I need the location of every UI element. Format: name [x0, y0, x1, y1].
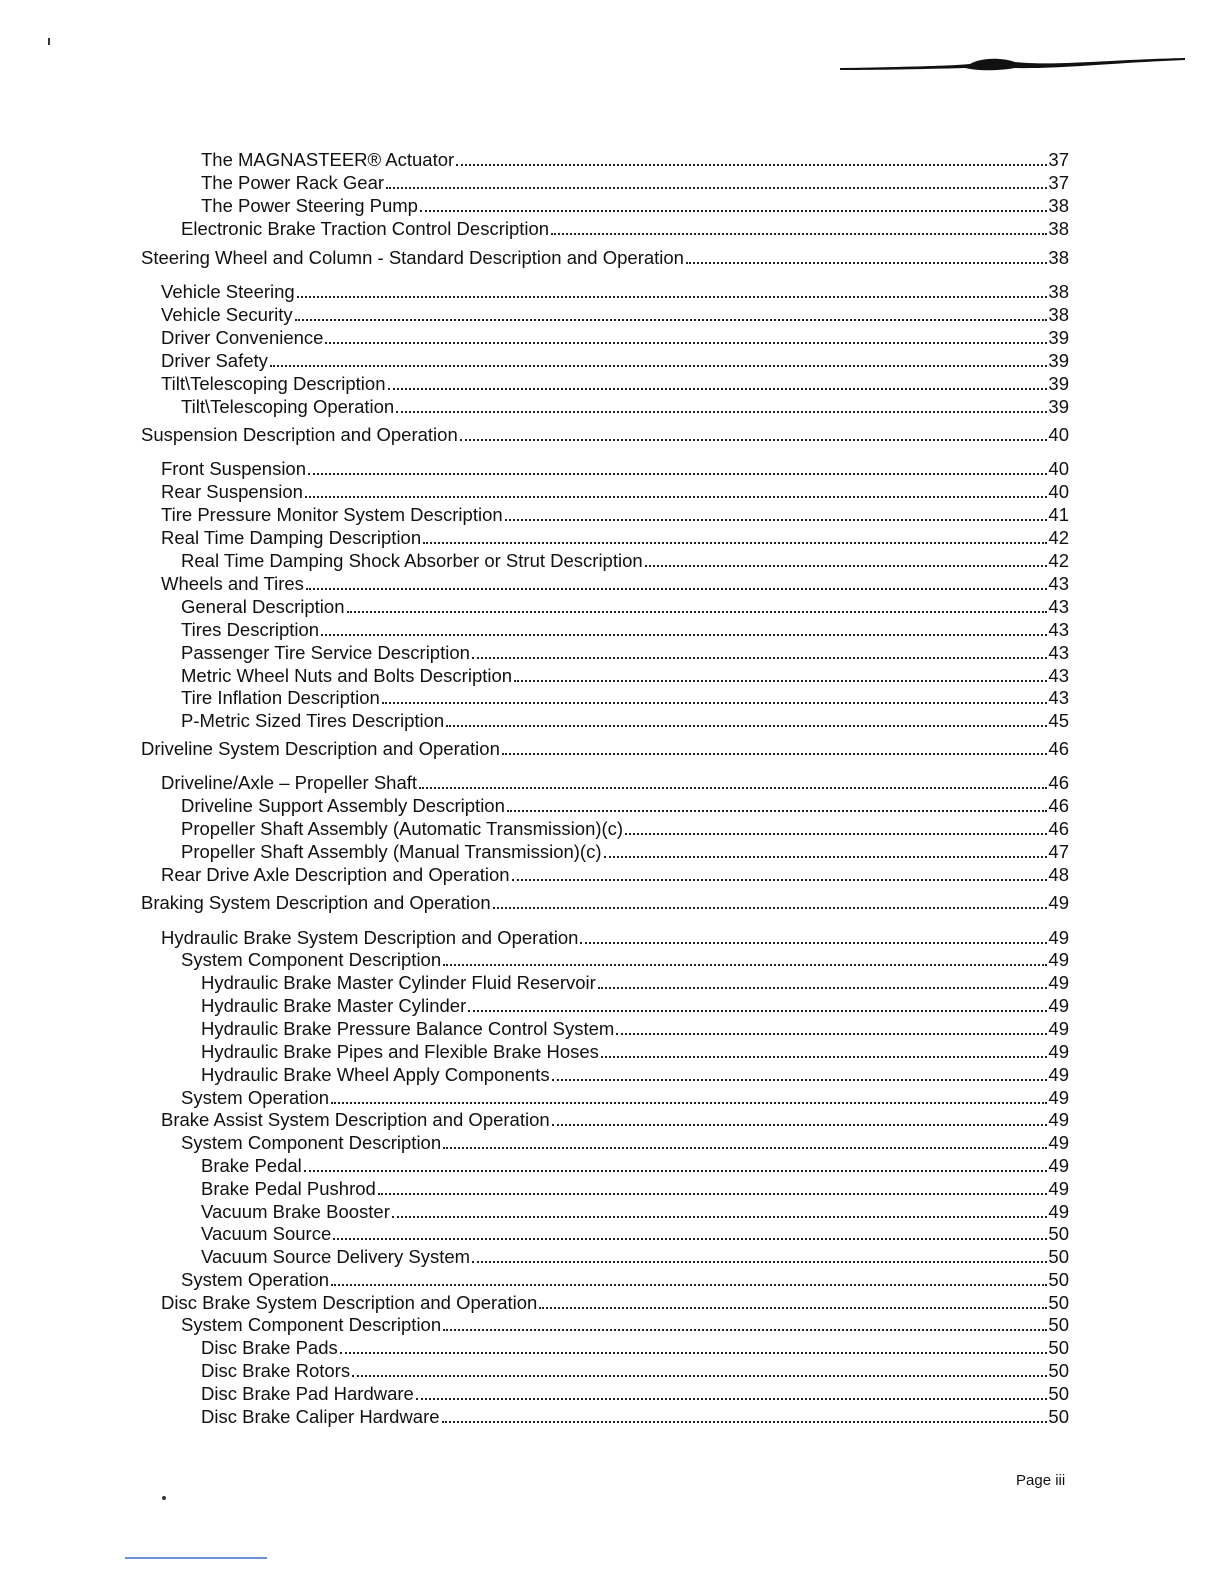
toc-entry-title: Vehicle Security [161, 304, 293, 325]
toc-entry-title: Propeller Shaft Assembly (Manual Transmission)(c) [181, 841, 602, 862]
toc-entry-title: Disc Brake Pads [201, 1337, 338, 1358]
toc-entry-page: 38 [1048, 247, 1069, 268]
toc-entry[interactable] [161, 303, 1069, 326]
dot-leader [295, 319, 1048, 321]
toc-entry-title: Rear Drive Axle Description and Operation [161, 864, 510, 885]
toc-entry-title: Vacuum Source [201, 1223, 332, 1244]
toc-entry-title: Suspension Description and Operation [141, 424, 458, 445]
toc-entry-title: Steering Wheel and Column - Standard Description and Operation [141, 247, 684, 268]
toc-entry-title: Braking System Description and Operation [141, 892, 491, 913]
dot-leader [443, 1147, 1047, 1149]
toc-entry-page: 49 [1048, 1041, 1069, 1062]
toc-entry-page: 49 [1048, 892, 1069, 913]
toc-entry-title: Driveline System Description and Operation [141, 738, 500, 759]
toc-entry[interactable] [201, 994, 1069, 1017]
dot-leader [423, 542, 1047, 544]
toc-entry[interactable] [201, 1177, 1069, 1200]
toc-entry-page: 47 [1048, 841, 1069, 862]
dot-leader [446, 725, 1047, 727]
dot-leader [321, 634, 1047, 636]
toc-entry-title: Tilt\Telescoping Description [161, 373, 386, 394]
toc-entry[interactable] [201, 1405, 1069, 1428]
toc-entry-title: Tilt\Telescoping Operation [181, 396, 395, 417]
toc-entry-page: 49 [1048, 1155, 1069, 1176]
page-number: Page iii [1016, 1472, 1066, 1489]
toc-entry[interactable] [161, 503, 1069, 526]
toc-entry-page: 43 [1048, 596, 1069, 617]
dot-leader [382, 702, 1048, 704]
toc-entry-page: 37 [1048, 149, 1069, 170]
toc-entry-title: Real Time Damping Shock Absorber or Strut Description [181, 550, 643, 571]
dot-leader [552, 1124, 1048, 1126]
toc-entry-page: 50 [1048, 1269, 1069, 1290]
dot-leader [331, 1284, 1047, 1286]
toc-entry[interactable] [161, 771, 1069, 794]
dot-leader [616, 1033, 1047, 1035]
toc-entry-page: 46 [1048, 818, 1069, 839]
toc-entry-title: General Description [181, 596, 345, 617]
toc-entry-title: Brake Assist System Description and Operation [161, 1109, 550, 1130]
toc-entry-page: 49 [1048, 1087, 1069, 1108]
toc-entry-title: System Component Description [181, 1132, 442, 1153]
dot-leader [552, 1079, 1048, 1081]
toc-entry-title: System Component Description [181, 949, 442, 970]
toc-entry[interactable] [201, 1040, 1069, 1063]
toc-entry-page: 50 [1048, 1314, 1069, 1335]
toc-entry-title: Hydraulic Brake Master Cylinder Fluid Reservoir [201, 972, 596, 993]
toc-entry-page: 50 [1048, 1383, 1069, 1404]
toc-entry-page: 49 [1048, 1109, 1069, 1130]
dot-leader [539, 1307, 1047, 1309]
toc-entry-title: Hydraulic Brake Wheel Apply Components [201, 1064, 550, 1085]
toc-entry-page: 48 [1048, 864, 1069, 885]
toc-entry-title: Disc Brake Rotors [201, 1360, 351, 1381]
dot-leader [270, 365, 1048, 367]
toc-entry-title: Vacuum Brake Booster [201, 1201, 390, 1222]
toc-entry[interactable] [141, 737, 1069, 760]
toc-entry-page: 50 [1048, 1337, 1069, 1358]
dot-leader [468, 1010, 1047, 1012]
dot-leader [493, 907, 1048, 909]
dot-leader [512, 879, 1048, 881]
toc-entry-title: Hydraulic Brake Pressure Balance Control System [201, 1018, 615, 1039]
toc-entry-page: 42 [1048, 550, 1069, 571]
toc-entry-page: 43 [1048, 619, 1069, 640]
toc-entry-title: The Power Rack Gear [201, 172, 385, 193]
toc-entry-page: 39 [1048, 396, 1069, 417]
toc-entry-title: Electronic Brake Traction Control Description [181, 218, 550, 239]
dot-leader [305, 496, 1048, 498]
toc-entry-page: 43 [1048, 665, 1069, 686]
dot-leader [686, 262, 1047, 264]
toc-entry-page: 43 [1048, 687, 1069, 708]
toc-entry-title: Brake Pedal Pushrod [201, 1178, 376, 1199]
dot-leader [419, 787, 1047, 789]
toc-entry[interactable] [181, 664, 1069, 687]
dot-leader [456, 164, 1047, 166]
toc-entry-page: 39 [1048, 373, 1069, 394]
toc-entry-title: Driver Convenience [161, 327, 324, 348]
dot-leader [331, 1102, 1047, 1104]
toc-entry[interactable] [181, 595, 1069, 618]
toc-entry[interactable] [161, 326, 1069, 349]
toc-entry-page: 46 [1048, 772, 1069, 793]
toc-entry-page: 49 [1048, 927, 1069, 948]
toc-entry[interactable] [201, 171, 1069, 194]
toc-entry-page: 38 [1048, 195, 1069, 216]
dot-leader [505, 519, 1048, 521]
toc-entry-page: 45 [1048, 710, 1069, 731]
toc-entry-title: The Power Steering Pump [201, 195, 418, 216]
dot-leader [472, 657, 1047, 659]
toc-entry-page: 49 [1048, 949, 1069, 970]
toc-entry[interactable] [141, 891, 1069, 914]
toc-entry[interactable] [201, 1200, 1069, 1223]
toc-entry-title: Hydraulic Brake Pipes and Flexible Brake Hoses [201, 1041, 599, 1062]
dot-leader [306, 588, 1047, 590]
toc-entry-page: 37 [1048, 172, 1069, 193]
toc-entry-title: Hydraulic Brake Master Cylinder [201, 995, 467, 1016]
dot-leader [442, 1421, 1048, 1423]
toc-entry[interactable] [201, 971, 1069, 994]
toc-entry-title: Driveline/Axle – Propeller Shaft [161, 772, 418, 793]
toc-entry[interactable] [161, 526, 1069, 549]
toc-entry-title: Tires Description [181, 619, 320, 640]
toc-entry[interactable] [181, 794, 1069, 817]
toc-entry-title: Tire Pressure Monitor System Description [161, 504, 503, 525]
dot-leader [625, 833, 1047, 835]
dot-leader [502, 753, 1048, 755]
dot-leader [304, 1170, 1048, 1172]
dot-leader [514, 680, 1047, 682]
toc-entry-title: Real Time Damping Description [161, 527, 422, 548]
toc-entry[interactable] [201, 1222, 1069, 1245]
toc-entry-page: 50 [1048, 1360, 1069, 1381]
toc-entry[interactable] [161, 926, 1069, 949]
toc-entry[interactable] [181, 817, 1069, 840]
toc-entry-title: System Operation [181, 1269, 330, 1290]
dot-leader [645, 565, 1048, 567]
toc-entry-page: 49 [1048, 995, 1069, 1016]
toc-entry-title: P-Metric Sized Tires Description [181, 710, 445, 731]
toc-entry[interactable] [161, 572, 1069, 595]
toc-entry[interactable] [161, 280, 1069, 303]
dot-leader [598, 987, 1048, 989]
dot-leader [340, 1352, 1048, 1354]
toc-entry-title: Passenger Tire Service Description [181, 642, 470, 663]
toc-entry[interactable] [181, 1131, 1069, 1154]
toc-entry-page: 38 [1048, 218, 1069, 239]
toc-entry-title: Rear Suspension [161, 481, 303, 502]
toc-entry-title: Hydraulic Brake System Description and Operation [161, 927, 579, 948]
toc-entry[interactable] [201, 1154, 1069, 1177]
toc-entry-page: 46 [1048, 795, 1069, 816]
toc-entry-page: 41 [1048, 504, 1069, 525]
toc-entry[interactable] [181, 1086, 1069, 1109]
toc-entry-page: 49 [1048, 1178, 1069, 1199]
toc-entry[interactable] [201, 1245, 1069, 1268]
dot-leader [308, 473, 1047, 475]
toc-entry-page: 50 [1048, 1406, 1069, 1427]
dot-leader [347, 611, 1048, 613]
toc-entry-page: 38 [1048, 281, 1069, 302]
toc-entry-title: Vacuum Source Delivery System [201, 1246, 471, 1267]
toc-entry[interactable] [161, 372, 1069, 395]
dot-leader [297, 296, 1048, 298]
toc-entry[interactable] [161, 1291, 1069, 1314]
dot-leader [420, 210, 1047, 212]
toc-entry[interactable] [181, 217, 1069, 240]
toc-entry-title: Driver Safety [161, 350, 268, 371]
toc-entry[interactable] [181, 641, 1069, 664]
toc-entry-title: Front Suspension [161, 458, 307, 479]
toc-entry-title: System Operation [181, 1087, 330, 1108]
dot-leader [392, 1216, 1048, 1218]
toc-entry-title: System Component Description [181, 1314, 442, 1335]
toc-entry[interactable] [181, 840, 1069, 863]
dot-leader [378, 1193, 1048, 1195]
toc-entry[interactable] [201, 1063, 1069, 1086]
toc-entry-title: Metric Wheel Nuts and Bolts Description [181, 665, 513, 686]
toc-entry-page: 42 [1048, 527, 1069, 548]
toc-entry[interactable] [181, 549, 1069, 572]
toc-entry[interactable] [181, 395, 1069, 418]
dot-leader [472, 1261, 1047, 1263]
toc-entry[interactable] [181, 1268, 1069, 1291]
dot-leader [443, 1329, 1047, 1331]
toc-entry[interactable] [201, 1336, 1069, 1359]
toc-entry-title: Wheels and Tires [161, 573, 304, 594]
toc-entry[interactable] [161, 480, 1069, 503]
dot-leader [396, 411, 1047, 413]
toc-entry-page: 39 [1048, 350, 1069, 371]
dot-leader [507, 810, 1048, 812]
toc-entry[interactable] [161, 349, 1069, 372]
dot-leader [325, 342, 1047, 344]
toc-entry-page: 49 [1048, 1201, 1069, 1222]
dot-leader [551, 233, 1047, 235]
toc-entry-title: The MAGNASTEER® Actuator [201, 149, 455, 170]
toc-entry-page: 40 [1048, 481, 1069, 502]
dot-leader [416, 1398, 1048, 1400]
toc-entry-page: 50 [1048, 1292, 1069, 1313]
divider [125, 1557, 267, 1559]
toc-entry-title: Disc Brake Caliper Hardware [201, 1406, 440, 1427]
toc-entry[interactable] [201, 148, 1069, 171]
toc-entry-title: Disc Brake System Description and Operation [161, 1292, 538, 1313]
dot-leader [580, 942, 1047, 944]
toc-entry[interactable] [161, 863, 1069, 886]
toc-entry-title: Tire Inflation Description [181, 687, 380, 708]
dot-leader [601, 1056, 1047, 1058]
dot-leader [386, 187, 1047, 189]
toc-entry-page: 43 [1048, 573, 1069, 594]
dot-leader [604, 856, 1048, 858]
toc-entry[interactable] [181, 686, 1069, 709]
toc-entry-page: 46 [1048, 738, 1069, 759]
toc-entry[interactable] [201, 194, 1069, 217]
toc-entry[interactable] [141, 246, 1069, 269]
toc-entry-title: Vehicle Steering [161, 281, 295, 302]
dot-leader [388, 388, 1048, 390]
toc-entry-page: 49 [1048, 1132, 1069, 1153]
toc-entry-title: Brake Pedal [201, 1155, 302, 1176]
toc-entry-page: 39 [1048, 327, 1069, 348]
toc-entry-page: 49 [1048, 972, 1069, 993]
toc-entry-page: 50 [1048, 1246, 1069, 1267]
toc-entry[interactable] [201, 1382, 1069, 1405]
toc-entry-title: Propeller Shaft Assembly (Automatic Transmission)(c) [181, 818, 624, 839]
toc-entry-page: 49 [1048, 1018, 1069, 1039]
toc-entry[interactable] [161, 457, 1069, 480]
toc-entry-page: 43 [1048, 642, 1069, 663]
toc-entry[interactable] [201, 1017, 1069, 1040]
toc-entry[interactable] [181, 709, 1069, 732]
toc-entry[interactable] [161, 1108, 1069, 1131]
toc-entry[interactable] [181, 948, 1069, 971]
toc-entry-page: 40 [1048, 424, 1069, 445]
toc-entry-title: Disc Brake Pad Hardware [201, 1383, 414, 1404]
dot-leader [460, 439, 1048, 441]
dot-leader [443, 964, 1047, 966]
toc-entry-page: 49 [1048, 1064, 1069, 1085]
toc-entry[interactable] [181, 1313, 1069, 1336]
toc-entry-page: 50 [1048, 1223, 1069, 1244]
toc-entry[interactable] [201, 1359, 1069, 1382]
toc-entry-page: 40 [1048, 458, 1069, 479]
toc-entry[interactable] [141, 423, 1069, 446]
toc-entry[interactable] [181, 618, 1069, 641]
dot-leader [352, 1375, 1047, 1377]
toc-entry-page: 38 [1048, 304, 1069, 325]
dot-leader [333, 1238, 1047, 1240]
toc-entry-title: Driveline Support Assembly Description [181, 795, 505, 816]
